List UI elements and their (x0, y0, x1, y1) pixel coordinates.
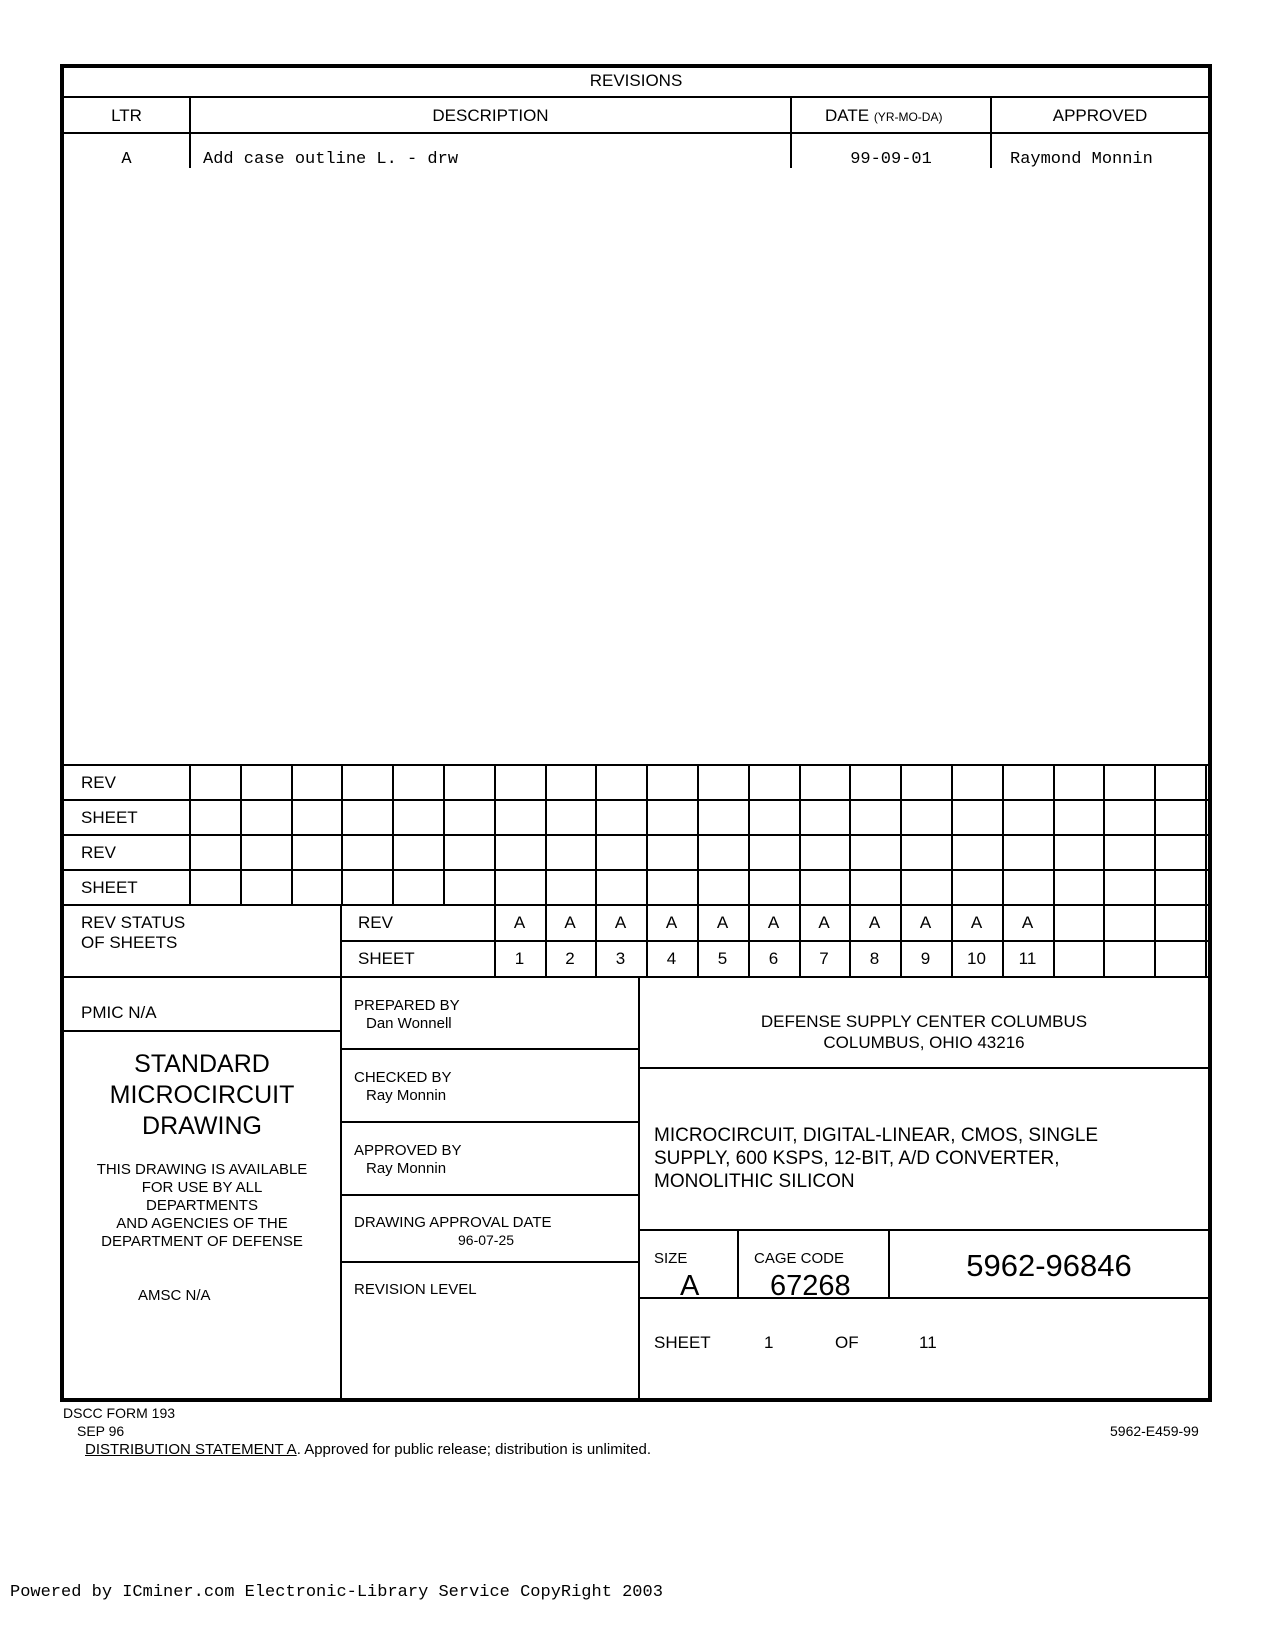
rev-status-rev-cell: A (868, 913, 881, 932)
sheet-label: SHEET (654, 1333, 711, 1352)
approval-date-label: DRAWING APPROVAL DATE (354, 1214, 552, 1231)
pmic: PMIC N/A (81, 1003, 157, 1022)
divider (1002, 764, 1004, 904)
standard-line-3: DRAWING (142, 1112, 262, 1140)
rev-status-label-1: REV STATUS (81, 913, 186, 932)
divider (1053, 904, 1055, 976)
divider (340, 940, 1208, 942)
availability-line-1: THIS DRAWING IS AVAILABLE (96, 1161, 308, 1178)
agency-line-2: COLUMBUS, OHIO 43216 (823, 1033, 1025, 1052)
header-ltr: LTR (111, 106, 142, 125)
distribution-statement (85, 1442, 651, 1457)
divider (340, 976, 342, 1398)
header-date-label: DATE (825, 106, 870, 125)
grid-label-rev-2: REV (81, 843, 116, 862)
divider (340, 1048, 638, 1050)
divider (64, 1030, 340, 1032)
divider (1154, 904, 1156, 976)
divider (1205, 904, 1207, 976)
availability-line-5: DEPARTMENT OF DEFENSE (101, 1233, 303, 1250)
rev-status-rev-cell: A (919, 913, 932, 932)
divider (64, 132, 1208, 134)
grid-label-sheet-2: SHEET (81, 878, 138, 897)
approved-by: Ray Monnin (366, 1160, 447, 1177)
watermark: Powered by ICminer.com Electronic-Library Service CopyRight 2003 (10, 1583, 663, 1602)
rev-status-sheet-cell: 8 (869, 949, 880, 968)
title-line-3: MONOLITHIC SILICON (654, 1171, 855, 1192)
sheet-total: 11 (919, 1333, 937, 1352)
revision-description: Add case outline L. - drw (203, 150, 459, 169)
rev-status-rev-cell: A (564, 913, 576, 932)
revision-date: 99-09-01 (850, 150, 932, 169)
rev-status-sheet-cell: 1 (514, 949, 525, 968)
sheet-number: 1 (764, 1333, 774, 1352)
divider (64, 96, 1208, 98)
rev-status-rev-cell: A (716, 913, 729, 932)
header-date (825, 107, 942, 124)
divider (1205, 764, 1207, 904)
rev-status-sheet-cell: 3 (615, 949, 626, 968)
divider (1103, 904, 1105, 976)
divider (545, 764, 547, 904)
rev-status-rev-cell: A (767, 913, 780, 932)
header-approved: APPROVED (1052, 106, 1148, 125)
rev-status-rev-cell: A (665, 913, 678, 932)
divider (799, 764, 801, 904)
divider (1053, 764, 1055, 904)
divider (1154, 764, 1156, 904)
agency-line-1: DEFENSE SUPPLY CENTER COLUMBUS (760, 1012, 1088, 1031)
availability-line-3: DEPARTMENTS (146, 1197, 258, 1214)
availability-line-2: FOR USE BY ALL (141, 1179, 263, 1196)
revision-level-label: REVISION LEVEL (354, 1281, 477, 1298)
of-label: OF (835, 1333, 859, 1352)
rev-status-sheet-cell: 10 (967, 949, 986, 968)
divider (64, 904, 1208, 906)
divider (748, 764, 750, 904)
rev-status-rev-cell: A (614, 913, 627, 932)
rev-status-rev-cell: A (818, 913, 830, 932)
checked-by-label: CHECKED BY (354, 1069, 452, 1086)
divider (291, 764, 293, 904)
size-label: SIZE (654, 1250, 688, 1267)
divider (64, 799, 1208, 801)
title-line-1: MICROCIRCUIT, DIGITAL-LINEAR, CMOS, SINGLE (654, 1125, 1099, 1146)
header-date-format: (YR-MO-DA) (873, 110, 943, 124)
standard-line-1: STANDARD (134, 1050, 270, 1078)
drawing-number: 5962-96846 (966, 1248, 1132, 1283)
rev-status-sheet-cell: 11 (1018, 949, 1037, 968)
rev-status-sheet-cell: 2 (565, 949, 575, 968)
divider (240, 764, 242, 904)
divider (638, 1067, 1208, 1069)
rev-status-rev-label: REV (358, 913, 393, 932)
rev-status-sheet-cell: 9 (920, 949, 931, 968)
cage-code: 67268 (770, 1270, 851, 1302)
divider (697, 764, 699, 904)
title-line-2: SUPPLY, 600 KSPS, 12-BIT, A/D CONVERTER, (654, 1148, 1060, 1169)
divider (900, 764, 902, 904)
grid-label-rev-1: REV (81, 773, 116, 792)
divider (595, 764, 597, 904)
divider (443, 764, 445, 904)
divider (951, 764, 953, 904)
distribution-text: . Approved for public release; distribution is unlimited. (296, 1441, 652, 1458)
revision-ltr: A (121, 150, 132, 169)
rev-status-rev-cell: A (970, 913, 983, 932)
divider (64, 764, 1208, 766)
rev-status-sheet-cell: 7 (819, 949, 829, 968)
rev-status-label-2: OF SHEETS (81, 933, 178, 952)
prepared-by-label: PREPARED BY (354, 997, 460, 1014)
divider (64, 869, 1208, 871)
divider (737, 1229, 739, 1297)
prepared-by: Dan Wonnell (366, 1015, 452, 1032)
grid-label-sheet-1: SHEET (81, 808, 138, 827)
divider (340, 904, 342, 976)
divider (1103, 764, 1105, 904)
rev-status-sheet-cell: 4 (666, 949, 677, 968)
availability-line-4: AND AGENCIES OF THE (116, 1215, 288, 1232)
divider (646, 764, 648, 904)
divider (392, 764, 394, 904)
rev-status-rev-cell: A (513, 913, 526, 932)
form-number: DSCC FORM 193 (63, 1405, 176, 1421)
approval-date: 96-07-25 (458, 1232, 515, 1248)
distribution-label: DISTRIBUTION STATEMENT A (85, 1441, 297, 1458)
checked-by: Ray Monnin (366, 1087, 447, 1104)
divider (64, 976, 1208, 978)
size-value: A (680, 1270, 700, 1302)
divider (494, 764, 496, 904)
amsc: AMSC N/A (138, 1287, 211, 1304)
rev-status-sheet-cell: 5 (717, 949, 728, 968)
standard-line-2: MICROCIRCUIT (109, 1081, 295, 1109)
doc-code: 5962-E459-99 (1110, 1423, 1199, 1439)
rev-status-sheet-cell: 6 (768, 949, 779, 968)
rev-status-rev-cell: A (1021, 913, 1034, 932)
divider (340, 1121, 638, 1123)
cage-code-label: CAGE CODE (754, 1250, 845, 1267)
divider (189, 764, 191, 904)
divider (849, 764, 851, 904)
revision-approved: Raymond Monnin (1010, 150, 1153, 169)
header-description: DESCRIPTION (432, 106, 549, 125)
form-date: SEP 96 (77, 1423, 125, 1439)
divider (638, 1229, 1208, 1231)
revisions-title: REVISIONS (589, 71, 683, 90)
divider (64, 834, 1208, 836)
divider (340, 1261, 638, 1263)
rev-status-sheet-label: SHEET (358, 949, 415, 968)
divider (341, 764, 343, 904)
divider (638, 1297, 1208, 1299)
approved-by-label: APPROVED BY (354, 1142, 462, 1159)
divider (340, 1194, 638, 1196)
